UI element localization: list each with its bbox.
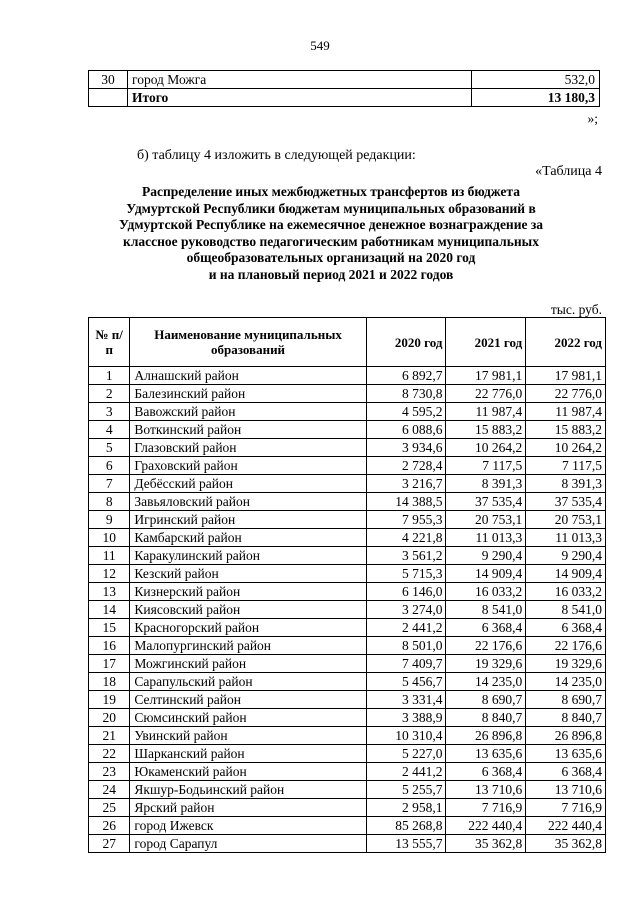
row-number: 23 [89, 763, 130, 781]
municipality-name: Красногорский район [130, 619, 366, 637]
value-2022: 8 541,0 [526, 601, 606, 619]
value-2022: 11 987,4 [526, 403, 606, 421]
row-number: 26 [89, 817, 130, 835]
value-2021: 35 362,8 [446, 835, 526, 853]
row-number: 16 [89, 637, 130, 655]
table-row [89, 421, 606, 439]
row-number: 22 [89, 745, 130, 763]
total-value: 13 180,3 [472, 89, 600, 107]
value-2020: 3 331,4 [366, 691, 446, 709]
table-row [89, 727, 606, 745]
value-2020: 5 255,7 [366, 781, 446, 799]
municipality-name: Сюмсинский район [130, 709, 366, 727]
municipality-name: Глазовский район [130, 439, 366, 457]
value-2022: 17 981,1 [526, 367, 606, 385]
table-row [89, 619, 606, 637]
table-row [89, 655, 606, 673]
table-row [89, 565, 606, 583]
municipality-name: Шарканский район [130, 745, 366, 763]
value-2020: 6 892,7 [366, 367, 446, 385]
table-row [89, 673, 606, 691]
municipality-name: Балезинский район [130, 385, 366, 403]
row-number: 27 [89, 835, 130, 853]
previous-table-end [88, 70, 600, 107]
heading-line: Удмуртской Республике на ежемесячное денежное вознаграждение за [118, 217, 544, 232]
value-2020: 3 388,9 [366, 709, 446, 727]
value-2021: 10 264,2 [446, 439, 526, 457]
value-2022: 9 290,4 [526, 547, 606, 565]
value-2021: 11 987,4 [446, 403, 526, 421]
value-2021: 14 909,4 [446, 565, 526, 583]
value-2022: 6 368,4 [526, 619, 606, 637]
value-2020: 5 227,0 [366, 745, 446, 763]
value-2021: 9 290,4 [446, 547, 526, 565]
municipality-name: Завьяловский район [130, 493, 366, 511]
table-row [89, 781, 606, 799]
municipality-name: Игринский район [130, 511, 366, 529]
row-number: 17 [89, 655, 130, 673]
municipality-name: Кизнерский район [130, 583, 366, 601]
municipality-name: Селтинский район [130, 691, 366, 709]
header-row [89, 318, 606, 367]
value-2020: 2 958,1 [366, 799, 446, 817]
value-2020: 3 934,6 [366, 439, 446, 457]
table-row [89, 637, 606, 655]
closing-quote: »; [587, 111, 598, 126]
table-row [89, 457, 606, 475]
table-row [89, 511, 606, 529]
value-2022: 35 362,8 [526, 835, 606, 853]
total-label: Итого [128, 89, 472, 107]
value-2022: 8 690,7 [526, 691, 606, 709]
value-2021: 6 368,4 [446, 619, 526, 637]
header-2022: 2022 год [526, 318, 606, 367]
value-2022: 22 176,6 [526, 637, 606, 655]
value-2021: 222 440,4 [446, 817, 526, 835]
table-row [89, 583, 606, 601]
value-2022: 7 716,9 [526, 799, 606, 817]
value-2020: 6 146,0 [366, 583, 446, 601]
value-2022: 11 013,3 [526, 529, 606, 547]
value-2020: 8 501,0 [366, 637, 446, 655]
value-2022: 14 909,4 [526, 565, 606, 583]
value-2021: 17 981,1 [446, 367, 526, 385]
units-label: тыс. руб. [550, 302, 602, 317]
value-2021: 7 117,5 [446, 457, 526, 475]
municipality-name: Дебёсский район [130, 475, 366, 493]
row-number: 11 [89, 547, 130, 565]
value-2021: 15 883,2 [446, 421, 526, 439]
table-label: «Таблица 4 [535, 164, 602, 179]
value-2020: 2 441,2 [366, 619, 446, 637]
value-2022: 8 840,7 [526, 709, 606, 727]
value-2020: 13 555,7 [366, 835, 446, 853]
value-2020: 8 730,8 [366, 385, 446, 403]
heading-line: Распределение иных межбюджетных трансфертов из бюджета [142, 184, 520, 199]
value-2022: 26 896,8 [526, 727, 606, 745]
row-number: 12 [89, 565, 130, 583]
value-2022: 37 535,4 [526, 493, 606, 511]
table-row [89, 439, 606, 457]
row-number: 3 [89, 403, 130, 421]
municipality-name: Камбарский район [130, 529, 366, 547]
municipality-name: Кезский район [130, 565, 366, 583]
value-2022: 20 753,1 [526, 511, 606, 529]
table-row [89, 547, 606, 565]
value-2022: 22 776,0 [526, 385, 606, 403]
table-row [89, 71, 600, 89]
row-number: 19 [89, 691, 130, 709]
row-number: 1 [89, 367, 130, 385]
value-2021: 13 635,6 [446, 745, 526, 763]
row-number: 21 [89, 727, 130, 745]
municipality-name: Воткинский район [130, 421, 366, 439]
table-row [89, 691, 606, 709]
value-2021: 11 013,3 [446, 529, 526, 547]
municipality-name: город Можга [128, 71, 472, 89]
intro-text: б) таблицу 4 изложить в следующей редакции: [137, 148, 416, 163]
value-2021: 16 033,2 [446, 583, 526, 601]
row-number: 20 [89, 709, 130, 727]
value-2021: 22 776,0 [446, 385, 526, 403]
value-2021: 8 840,7 [446, 709, 526, 727]
value-2020: 5 715,3 [366, 565, 446, 583]
municipality-name: Алнашский район [130, 367, 366, 385]
municipality-name: Можгинский район [130, 655, 366, 673]
municipality-name: Юкаменский район [130, 763, 366, 781]
row-number [89, 89, 128, 107]
table-row [89, 385, 606, 403]
table-row [89, 403, 606, 421]
row-number: 24 [89, 781, 130, 799]
value-2021: 22 176,6 [446, 637, 526, 655]
table-row [89, 745, 606, 763]
value-2021: 13 710,6 [446, 781, 526, 799]
value-2020: 3 561,2 [366, 547, 446, 565]
value-2020: 4 221,8 [366, 529, 446, 547]
value-2020: 3 216,7 [366, 475, 446, 493]
value-2021: 26 896,8 [446, 727, 526, 745]
value-2021: 8 690,7 [446, 691, 526, 709]
municipality-name: Киясовский район [130, 601, 366, 619]
table-row [89, 763, 606, 781]
row-number: 10 [89, 529, 130, 547]
municipality-name: Ярский район [130, 799, 366, 817]
distribution-table [88, 317, 606, 853]
value-2020: 10 310,4 [366, 727, 446, 745]
value-cell: 532,0 [472, 71, 600, 89]
table-row [89, 475, 606, 493]
value-2020: 4 595,2 [366, 403, 446, 421]
row-number: 18 [89, 673, 130, 691]
total-row [89, 89, 600, 107]
municipality-name: Сарапульский район [130, 673, 366, 691]
table-row [89, 367, 606, 385]
heading-line: общеобразовательных организаций на 2020 год [186, 250, 476, 265]
table-row [89, 817, 606, 835]
value-2022: 6 368,4 [526, 763, 606, 781]
table-row [89, 799, 606, 817]
value-2020: 2 728,4 [366, 457, 446, 475]
heading-line: Удмуртской Республики бюджетам муниципальных образований в [126, 200, 536, 216]
municipality-name: Малопургинский район [130, 637, 366, 655]
municipality-name: Граховский район [130, 457, 366, 475]
municipality-name: Увинский район [130, 727, 366, 745]
value-2022: 19 329,6 [526, 655, 606, 673]
row-number: 9 [89, 511, 130, 529]
table-row [89, 835, 606, 853]
value-2021: 8 391,3 [446, 475, 526, 493]
value-2022: 13 710,6 [526, 781, 606, 799]
value-2020: 2 441,2 [366, 763, 446, 781]
table-row [89, 709, 606, 727]
row-number: 13 [89, 583, 130, 601]
table-heading [96, 184, 566, 283]
value-2022: 16 033,2 [526, 583, 606, 601]
heading-line: классное руководство педагогическим работникам муниципальных [123, 233, 539, 249]
municipality-name: Каракулинский район [130, 547, 366, 565]
value-2020: 5 456,7 [366, 673, 446, 691]
value-2021: 20 753,1 [446, 511, 526, 529]
value-2022: 7 117,5 [526, 457, 606, 475]
header-number: № п/п [89, 318, 130, 367]
value-2020: 6 088,6 [366, 421, 446, 439]
row-number: 15 [89, 619, 130, 637]
page-number: 549 [310, 38, 330, 53]
table-row [89, 493, 606, 511]
row-number: 25 [89, 799, 130, 817]
row-number: 7 [89, 475, 130, 493]
value-2022: 10 264,2 [526, 439, 606, 457]
value-2021: 6 368,4 [446, 763, 526, 781]
value-2022: 15 883,2 [526, 421, 606, 439]
value-2020: 85 268,8 [366, 817, 446, 835]
row-number: 2 [89, 385, 130, 403]
municipality-name: город Сарапул [130, 835, 366, 853]
municipality-name: Вавожский район [130, 403, 366, 421]
row-number: 4 [89, 421, 130, 439]
header-name: Наименование муниципальных образований [130, 318, 366, 367]
heading-line: и на плановый период 2021 и 2022 годов [208, 266, 454, 282]
value-2022: 13 635,6 [526, 745, 606, 763]
row-number: 6 [89, 457, 130, 475]
value-2021: 19 329,6 [446, 655, 526, 673]
value-2021: 8 541,0 [446, 601, 526, 619]
header-2021: 2021 год [446, 318, 526, 367]
table-row [89, 529, 606, 547]
value-2021: 14 235,0 [446, 673, 526, 691]
row-number: 30 [89, 71, 128, 89]
value-2022: 14 235,0 [526, 673, 606, 691]
value-2020: 7 409,7 [366, 655, 446, 673]
municipality-name: город Ижевск [130, 817, 366, 835]
header-2020: 2020 год [366, 318, 446, 367]
value-2020: 7 955,3 [366, 511, 446, 529]
value-2021: 37 535,4 [446, 493, 526, 511]
row-number: 5 [89, 439, 130, 457]
value-2021: 7 716,9 [446, 799, 526, 817]
row-number: 14 [89, 601, 130, 619]
value-2020: 14 388,5 [366, 493, 446, 511]
row-number: 8 [89, 493, 130, 511]
value-2020: 3 274,0 [366, 601, 446, 619]
value-2022: 222 440,4 [526, 817, 606, 835]
value-2022: 8 391,3 [526, 475, 606, 493]
municipality-name: Якшур-Бодьинский район [130, 781, 366, 799]
table-row [89, 601, 606, 619]
